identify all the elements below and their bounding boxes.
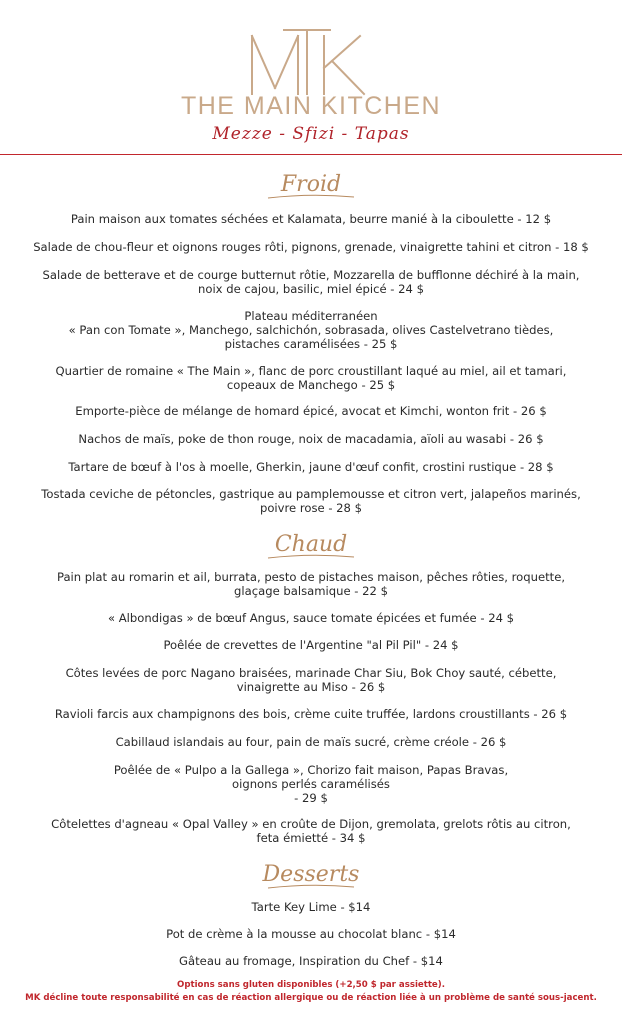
section-title-desserts-text: Desserts	[262, 862, 360, 887]
menu-item: Côtes levées de porc Nagano braisées, marinade Char Siu, Bok Choy sauté, cébette, vinaigrette au Miso - 26 $	[65, 666, 557, 694]
menu-item: Quartier de romaine « The Main », flanc de porc croustillant laqué au miel, ail et tamari, copeaux de Manchego - 25 $	[55, 364, 567, 392]
menu-item: Poêlée de « Pulpo a la Gallega », Chorizo fait maison, Papas Bravas, oignons perlés caramélisés - 29 $	[113, 763, 509, 805]
menu-item: Plateau méditerranéen « Pan con Tomate », Manchego, salchichón, sobrasada, olives Castelvetrano tièdes, pistaches caramélisées - 25 $	[68, 309, 554, 351]
menu-item: Poêlée de crevettes de l'Argentine "al Pil Pil" - 24 $	[163, 638, 459, 652]
menu-item: Côtelettes d'agneau « Opal Valley » en croûte de Dijon, gremolata, grelots rôtis au citron, feta émietté - 34 $	[51, 817, 571, 845]
mtk-logo-icon	[0, 10, 622, 100]
section-title-chaud-text: Chaud	[274, 532, 348, 557]
gluten-free-note: Options sans gluten disponibles (+2,50 $ par assiette).	[177, 980, 445, 990]
menu-item: Nachos de maïs, poke de thon rouge, noix de macadamia, aïoli au wasabi - 26 $	[78, 432, 544, 446]
section-title-desserts	[0, 862, 622, 891]
menu-item: Gâteau au fromage, Inspiration du Chef - $14	[179, 954, 443, 968]
menu-item: Pain plat au romarin et ail, burrata, pesto de pistaches maison, pêches rôties, roquette, glaçage balsamique - 22 $	[56, 570, 566, 598]
menu-item: Tostada ceviche de pétoncles, gastrique au pamplemousse et citron vert, jalapeños marinés, poivre rose - 28 $	[41, 487, 581, 515]
section-title-froid	[0, 172, 622, 201]
menu-item: Ravioli farcis aux champignons des bois, crème cuite truffée, lardons croustillants - 26 $	[54, 707, 568, 721]
section-title-froid-text: Froid	[280, 172, 342, 197]
section-title-chaud	[0, 532, 622, 561]
menu-item: Pot de crème à la mousse au chocolat blanc - $14	[166, 927, 456, 941]
menu-item: Tarte Key Lime - $14	[251, 900, 371, 914]
menu-item: Salade de chou-fleur et oignons rouges rôti, pignons, grenade, vinaigrette tahini et citron - 18 $	[33, 240, 589, 254]
allergy-disclaimer: MK décline toute responsabilité en cas de réaction allergique ou de réaction liée à un problème de santé sous-jacent.	[25, 993, 597, 1003]
menu-item: Cabillaud islandais au four, pain de maïs sucré, crème créole - 26 $	[115, 735, 507, 749]
brand-name: THE MAIN KITCHEN	[180, 92, 442, 120]
menu-item: Tartare de bœuf à l'os à moelle, Gherkin, jaune d'œuf confit, crostini rustique - 28 $	[68, 460, 554, 474]
tagline: Mezze - Sfizi - Tapas	[212, 124, 410, 144]
header-divider	[0, 154, 622, 155]
menu-item: « Albondigas » de bœuf Angus, sauce tomate épicées et fumée - 24 $	[107, 611, 515, 625]
menu-item: Emporte-pièce de mélange de homard épicé, avocat et Kimchi, wonton frit - 26 $	[75, 404, 547, 418]
menu-item: Pain maison aux tomates séchées et Kalamata, beurre manié à la ciboulette - 12 $	[70, 212, 552, 226]
menu-item: Salade de betterave et de courge butternut rôtie, Mozzarella de bufflonne déchiré à la main, noix de cajou, basilic, miel épicé - 24 $	[42, 268, 580, 296]
